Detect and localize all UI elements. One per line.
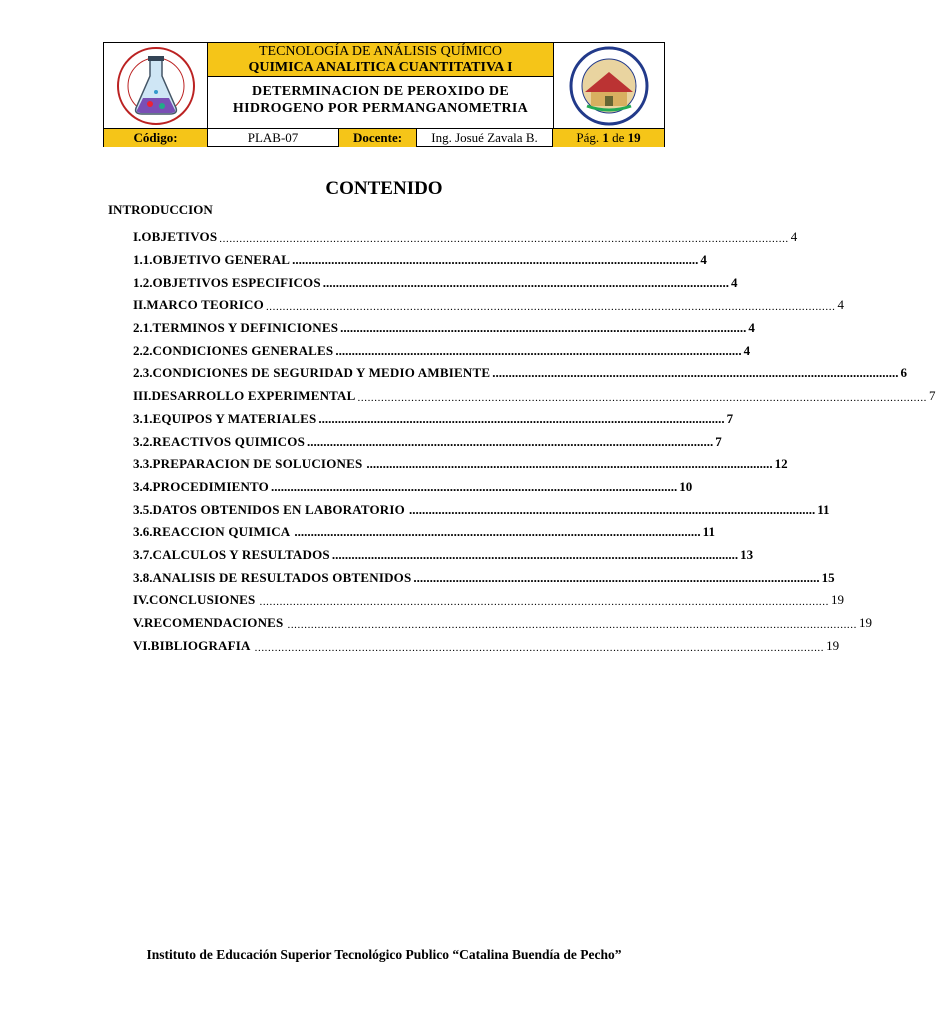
toc-entry[interactable]: 3.6. REACCION QUIMICA ............................................................................................................................. 11 (133, 524, 715, 540)
toc-label: RECOMENDACIONES (143, 615, 284, 631)
toc-page: 7 (715, 433, 722, 449)
document-header (103, 42, 665, 147)
toc-page: 7 (726, 410, 734, 426)
toc-page: 4 (731, 274, 738, 290)
toc-number: VI. (133, 637, 151, 653)
course-title-band (208, 43, 553, 77)
toc-entry[interactable]: V. RECOMENDACIONES .......................................................................................................................................................................... 19 (133, 615, 872, 632)
toc-page: 4 (790, 229, 798, 245)
toc-number: 3.8. (133, 569, 153, 585)
page-indicator (553, 129, 664, 147)
toc-number: IV. (133, 592, 150, 608)
practice-title (208, 77, 553, 128)
toc-label: CONDICIONES DE SEGURIDAD Y MEDIO AMBIENTE (152, 365, 491, 381)
teacher-label: Docente: (339, 129, 417, 147)
toc-entry[interactable]: 3.2. REACTIVOS QUIMICOS ............................................................................................................................. 7 (133, 433, 722, 449)
toc-label: OBJETIVOS (141, 229, 218, 245)
toc-label: DESARROLLO EXPERIMENTAL (151, 388, 356, 404)
toc-label: BIBLIOGRAFIA (150, 637, 251, 653)
toc-label: OBJETIVO GENERAL (152, 252, 291, 268)
toc-entry[interactable]: III. DESARROLLO EXPERIMENTAL .......................................................................................................................................................................... 7 (133, 388, 936, 405)
toc-number: 3.2. (133, 433, 153, 449)
toc-number: I. (133, 229, 142, 245)
toc-label: TERMINOS Y DEFINICIONES (152, 320, 339, 336)
toc-label: PREPARACION DE SOLUCIONES (152, 456, 363, 472)
toc-number: 1.2. (133, 274, 153, 290)
toc-page: 19 (826, 637, 840, 653)
code-value: PLAB-07 (208, 129, 339, 147)
toc-page: 7 (929, 388, 936, 404)
toc-number: 3.6. (133, 524, 153, 540)
toc-number: 3.3. (133, 456, 153, 472)
toc-number: II. (133, 297, 147, 313)
toc-number: 2.3. (133, 365, 153, 381)
toc-intro-entry[interactable]: INTRODUCCION (108, 202, 213, 217)
program-title: TECNOLOGÍA DE ANÁLISIS QUÍMICO (258, 44, 503, 59)
toc-page: 11 (702, 524, 715, 540)
toc-page: 10 (679, 478, 693, 494)
practice-title-line2: HIDROGENO POR PERMANGANOMETRIA (232, 101, 529, 116)
teacher-value: Ing. Josué Zavala B. (417, 129, 553, 147)
toc-entry[interactable]: 3.4. PROCEDIMIENTO ............................................................................................................................. 10 (133, 478, 693, 494)
page-current: 1 (602, 130, 609, 145)
header-info-row (104, 128, 664, 147)
toc-label: CALCULOS Y RESULTADOS (152, 546, 330, 562)
page-prefix: Pág. (576, 130, 600, 145)
toc-number: III. (133, 388, 152, 404)
toc-number: 3.7. (133, 546, 153, 562)
toc-entry[interactable]: 3.7. CALCULOS Y RESULTADOS ............................................................................................................................. 13 (133, 546, 754, 562)
practice-title-line1: DETERMINACION DE PEROXIDO DE (252, 84, 509, 99)
toc-entry[interactable]: 3.8. ANALISIS DE RESULTADOS OBTENIDOS ............................................................................................................................. 15 (133, 569, 835, 585)
toc-page: 12 (774, 456, 788, 472)
page-sep: de (612, 130, 625, 145)
toc-page: 4 (700, 252, 707, 268)
toc-entry[interactable]: 1.2. OBJETIVOS ESPECIFICOS ............................................................................................................................. 4 (133, 274, 738, 290)
institution-footer: Instituto de Educación Superior Tecnológico Publico “Catalina Buendía de Pecho” (146, 947, 622, 962)
toc-number: 1.1. (133, 252, 153, 268)
header-title-box (208, 43, 553, 128)
toc-label: REACCION QUIMICA (152, 524, 291, 540)
toc-number: 3.4. (133, 478, 153, 494)
toc-entry[interactable]: II. MARCO TEORICO .......................................................................................................................................................................... 4 (133, 297, 844, 314)
contents-heading: CONTENIDO (325, 178, 443, 199)
toc-page: 4 (748, 320, 755, 336)
toc-page: 13 (740, 546, 754, 562)
toc-entry[interactable]: 3.1. EQUIPOS Y MATERIALES ............................................................................................................................. 7 (133, 410, 734, 426)
toc-entry[interactable]: IV. CONCLUSIONES .......................................................................................................................................................................... 19 (133, 592, 844, 609)
toc-label: DATOS OBTENIDOS EN LABORATORIO (152, 501, 405, 517)
toc-number: 3.1. (133, 410, 153, 426)
toc-label: MARCO TEORICO (146, 297, 264, 313)
iest-flask-logo (104, 43, 208, 128)
course-title: QUIMICA ANALITICA CUANTITATIVA I (248, 60, 513, 75)
toc-label: REACTIVOS QUIMICOS (152, 433, 306, 449)
toc-entry[interactable]: VI. BIBLIOGRAFIA .......................................................................................................................................................................... 19 (133, 637, 840, 654)
toc-label: CONDICIONES GENERALES (152, 342, 334, 358)
toc-number: 3.5. (133, 501, 153, 517)
toc-number: 2.2. (133, 342, 153, 358)
code-label: Código: (104, 129, 208, 147)
toc-entry[interactable]: 2.1. TERMINOS Y DEFINICIONES ............................................................................................................................. 4 (133, 320, 755, 336)
toc-entry[interactable]: 3.5. DATOS OBTENIDOS EN LABORATORIO ............................................................................................................................. 11 (133, 501, 830, 517)
toc-entry[interactable]: 2.3. CONDICIONES DE SEGURIDAD Y MEDIO AMBIENTE ............................................................................................................................. 6 (133, 365, 907, 381)
toc-entry[interactable]: I. OBJETIVOS .......................................................................................................................................................................... 4 (133, 229, 798, 246)
toc-page: 19 (858, 615, 872, 631)
toc-number: V. (133, 615, 144, 631)
institute-crest-logo (553, 43, 664, 128)
toc-number: 2.1. (133, 320, 153, 336)
toc-label: CONCLUSIONES (149, 592, 256, 608)
toc-page: 6 (900, 365, 907, 381)
table-of-contents (133, 226, 936, 657)
toc-entry[interactable]: 3.3. PREPARACION DE SOLUCIONES ............................................................................................................................. 12 (133, 456, 788, 472)
page-total: 19 (627, 130, 641, 145)
toc-label: ANALISIS DE RESULTADOS OBTENIDOS (152, 569, 412, 585)
toc-page: 15 (821, 569, 835, 585)
toc-entry[interactable]: 1.1. OBJETIVO GENERAL ............................................................................................................................. 4 (133, 252, 707, 268)
toc-label: OBJETIVOS ESPECIFICOS (152, 274, 321, 290)
toc-entry[interactable]: 2.2. CONDICIONES GENERALES ............................................................................................................................. 4 (133, 342, 751, 358)
toc-page: 4 (743, 342, 751, 358)
toc-page: 4 (837, 297, 844, 313)
toc-label: EQUIPOS Y MATERIALES (152, 410, 317, 426)
toc-page: 19 (830, 592, 844, 608)
toc-page: 11 (817, 501, 830, 517)
toc-label: PROCEDIMIENTO (152, 478, 269, 494)
